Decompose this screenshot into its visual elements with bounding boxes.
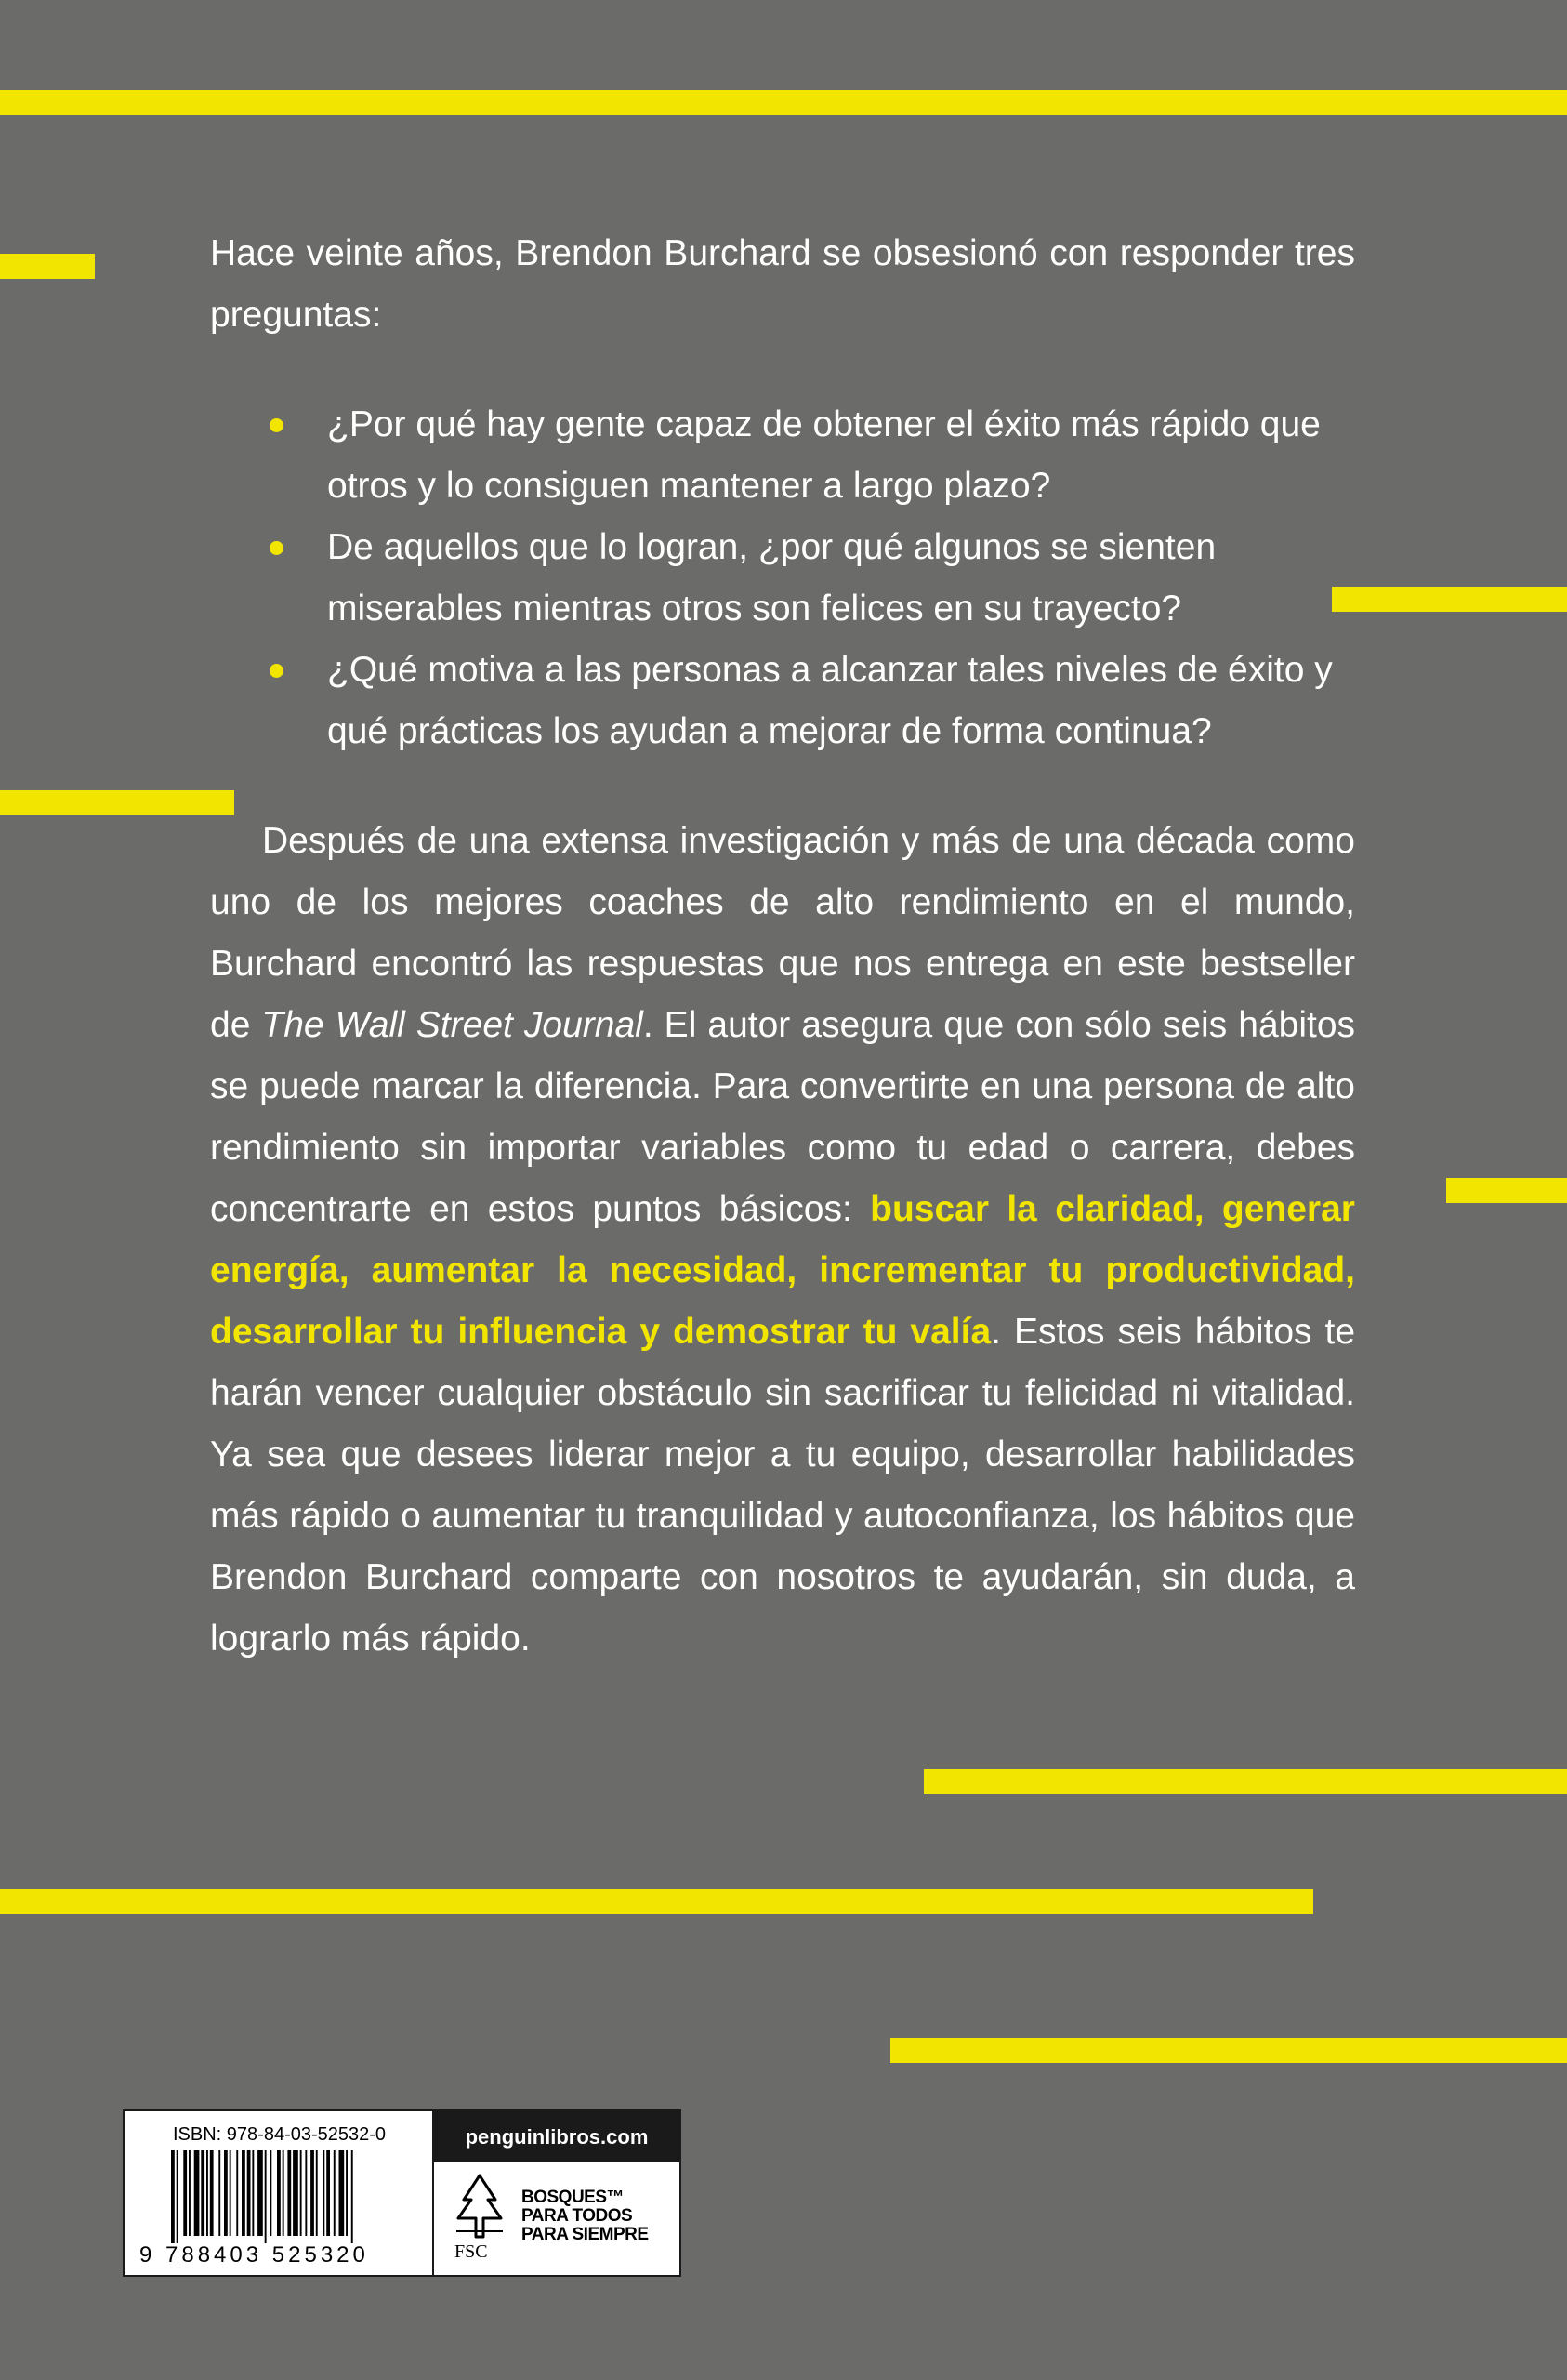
questions-list [210, 394, 1355, 762]
barcode-panel [125, 2111, 434, 2275]
barcode-bar [224, 2150, 228, 2236]
barcode-bar [351, 2150, 353, 2243]
stripe-right-2 [1446, 1178, 1567, 1203]
barcode-bar [265, 2150, 267, 2243]
fsc-logo-letters: FSC [454, 2241, 488, 2262]
barcode-bar [287, 2150, 291, 2236]
barcode-bar [334, 2150, 336, 2236]
barcode-bar [339, 2150, 345, 2236]
barcode-bar [194, 2150, 200, 2236]
fsc-slogan [521, 2188, 649, 2244]
barcode-bar [247, 2150, 251, 2236]
barcode-bar [270, 2150, 271, 2236]
barcode-block [123, 2109, 681, 2277]
barcode-bar [257, 2150, 263, 2236]
barcode-bar [300, 2150, 302, 2236]
fsc-tree-icon [451, 2172, 508, 2241]
stripe-right-1 [1332, 587, 1567, 612]
fsc-slogan-line: PARA SIEMPRE [521, 2225, 649, 2244]
barcode-bar [218, 2150, 220, 2236]
barcode-bar [206, 2150, 208, 2236]
barcode-bar [310, 2150, 314, 2236]
stripe-right-3 [924, 1769, 1567, 1794]
isbn-label: ISBN: 978-84-03-52532-0 [173, 2124, 387, 2145]
question-item: ¿Qué motiva a las personas a alcanzar tales niveles de éxito y qué prácticas los ayudan a mejorar de forma continua? [327, 640, 1355, 762]
fsc-slogan-line: PARA TODOS [521, 2206, 633, 2226]
publisher-site: penguinlibros.com [434, 2111, 679, 2162]
description-paragraph [210, 811, 1355, 1670]
fsc-slogan-line: BOSQUES™ [521, 2188, 625, 2207]
barcode-bar [171, 2150, 175, 2243]
barcode-bar [326, 2150, 330, 2236]
description-text: . Estos seis hábitos te harán vencer cualquier obstáculo sin sacrificar tu felicidad ni vitalidad. Ya sea que desees liderar mejor a tu equipo, desarrollar habilidades más rápido o aumentar tu tranquilidad y autoconfianza, los hábitos que Brendon Burchard comparte con nosotros te ayudarán, sin duda, a lograrlo más rápido. [210, 1312, 1356, 1659]
fsc-badge [434, 2162, 679, 2275]
stripe-left-3 [0, 1889, 1313, 1914]
barcode-digits: 9 788403 525320 [139, 2242, 369, 2268]
barcode-bar [210, 2150, 214, 2236]
description-text: . El autor asegura que con sólo seis hábitos se puede marcar la diferencia. Para convertirte en una persona de alto rendimiento sin importar variables como tu edad o carrera, debes concentrarte en estos puntos básicos: [210, 1005, 1356, 1229]
barcode-bar [283, 2150, 284, 2236]
stripe-right-4 [890, 2038, 1567, 2063]
barcode-bar [252, 2150, 254, 2236]
barcode-bar [177, 2150, 178, 2243]
barcode-bar [316, 2150, 318, 2236]
barcode-bar [183, 2150, 187, 2236]
stripe-left-2 [0, 790, 234, 815]
stripe-left-1 [0, 254, 95, 279]
publication-title: The Wall Street Journal [261, 1005, 643, 1045]
intro-paragraph: Hace veinte años, Brendon Burchard se obsesionó con responder tres preguntas: [210, 233, 1355, 335]
barcode-bar [242, 2150, 245, 2236]
publisher-panel [434, 2111, 679, 2275]
highlighted-habits: buscar la claridad, generar energía, aumentar la necesidad, incrementar tu productividad, desarrollar tu influencia y demostrar tu valía [210, 1189, 1355, 1352]
back-cover-text [210, 223, 1355, 1670]
barcode-icon [171, 2150, 392, 2243]
barcode-bar [323, 2150, 324, 2236]
barcode-bar [236, 2150, 238, 2236]
barcode-bar [201, 2150, 204, 2236]
question-item: ¿Por qué hay gente capaz de obtener el éxito más rápido que otros y lo consiguen mantener a largo plazo? [327, 394, 1355, 517]
description-text: Después de una extensa investigación y más de una década como uno de los mejores coaches de alto rendimiento en el mundo, Burchard encontró las respuestas que nos entrega en este bestseller de [210, 821, 1355, 1045]
question-item: De aquellos que lo logran, ¿por qué algunos se sienten miserables mientras otros son felices en su trayecto? [327, 517, 1355, 640]
barcode-bar [230, 2150, 231, 2236]
barcode-bar [293, 2150, 298, 2236]
barcode-bar [277, 2150, 281, 2236]
barcode-bar [189, 2150, 191, 2236]
barcode-bar [346, 2150, 348, 2236]
barcode-bar [305, 2150, 307, 2236]
stripe-top [0, 90, 1567, 115]
